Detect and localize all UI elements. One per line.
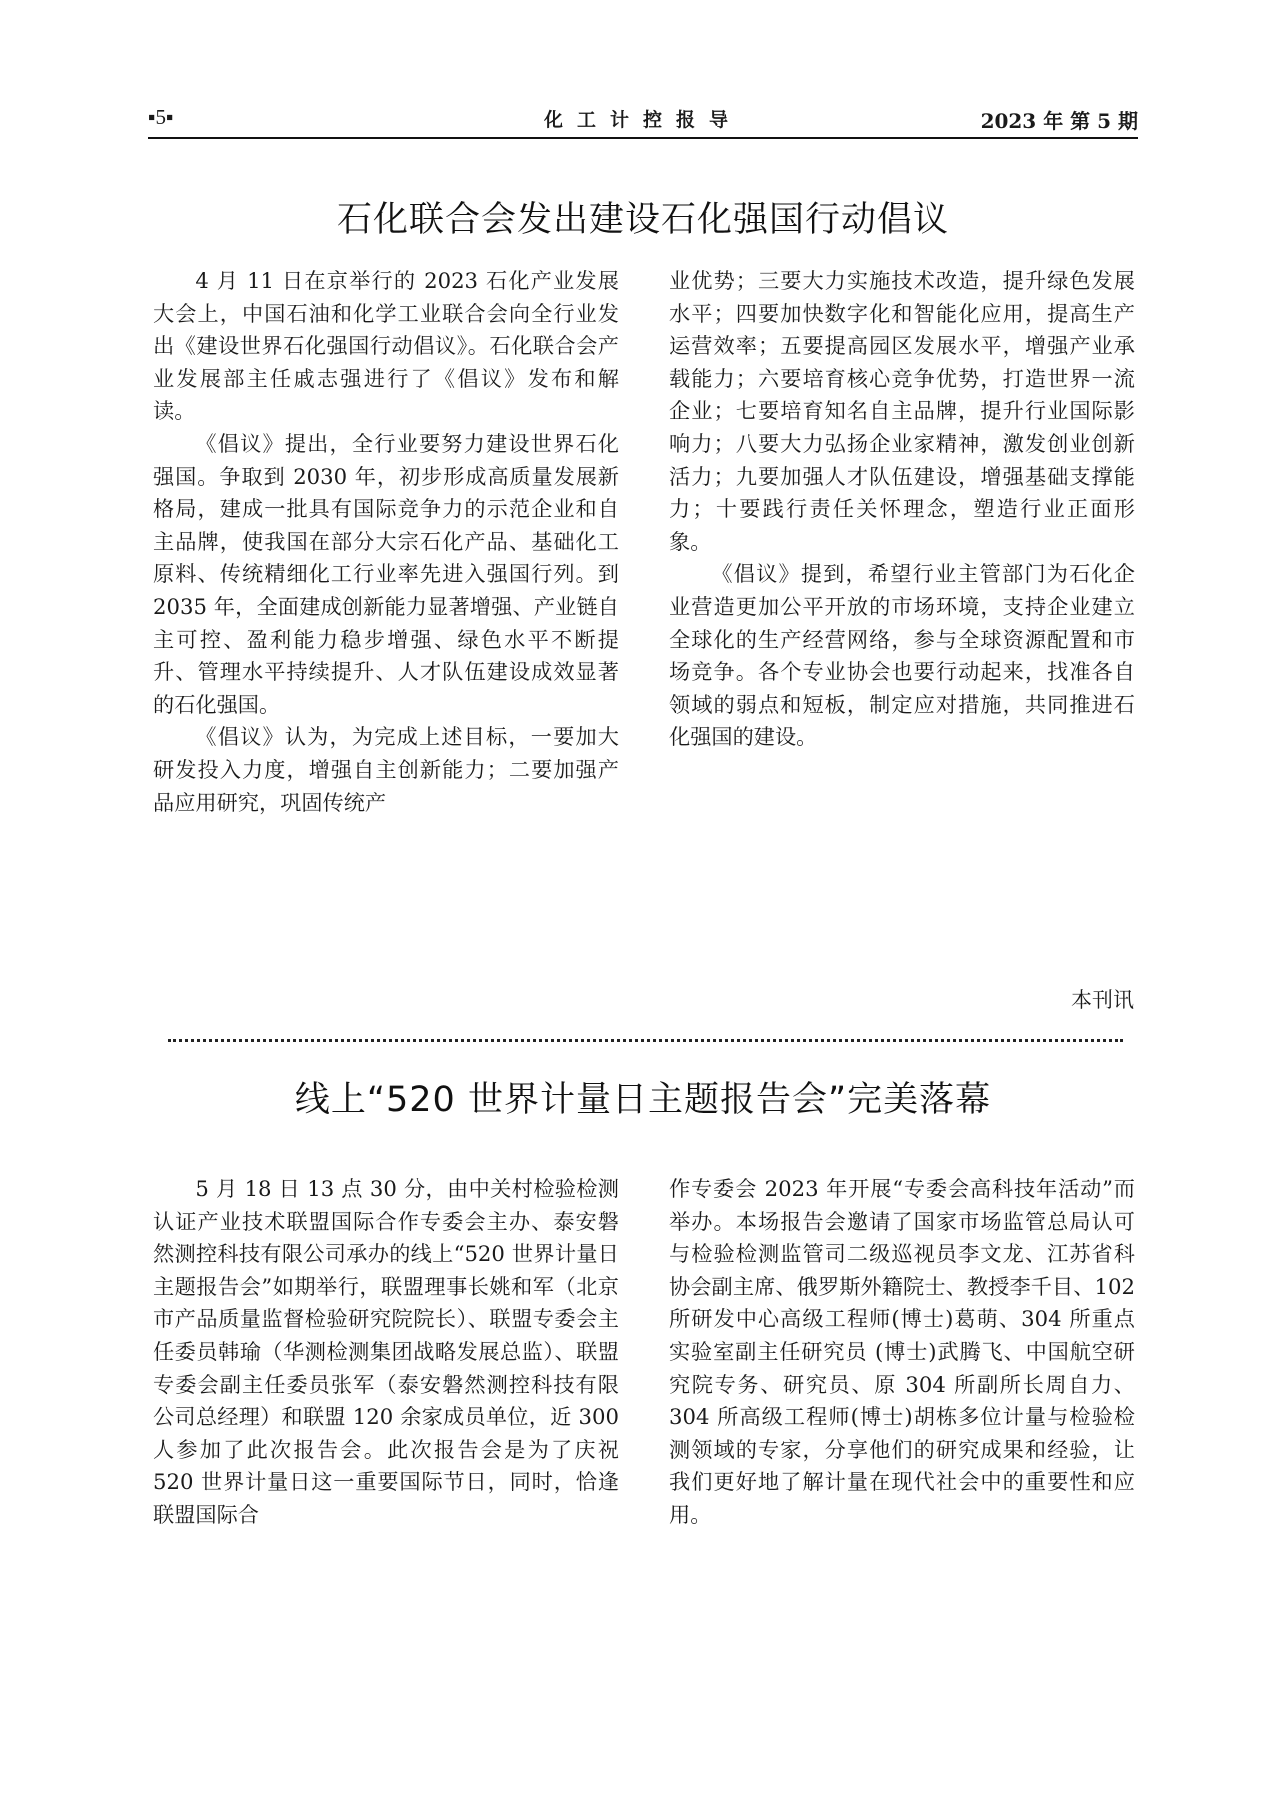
article-title-2: 线上“520 世界计量日主题报告会”完美落幕: [294, 1080, 992, 1120]
header-rule: [148, 137, 1138, 139]
paragraph: 5 月 18 日 13 点 30 分，由中关村检验检测认证产业技术联盟国际合作专委会主办、泰安磐然测控科技有限公司承办的线上“520 世界计量日主题报告会”如期举行，联盟理事长姚和军（北京市产品质量监督检验研究院院长）、联盟专委会主任委员韩瑜（华测检测集团战略发展总监）、联盟专委会副主任委员张军（泰安磐然测控科技有限公司总经理）和联盟 120 余家成员单位，近 300 人参加了此次报告会。此次报告会是为了庆祝 520 世界计量日这一重要国际节日，同时，恰逢联盟国际合: [153, 1176, 619, 1527]
issue-label: 2023 年 第 5 期: [980, 109, 1138, 133]
page-number: ▪5▪: [148, 105, 174, 129]
article-title-1: 石化联合会发出建设石化强国行动倡议: [336, 200, 949, 240]
article-1-left-column: [153, 265, 619, 819]
paragraph: 作专委会 2023 年开展“专委会高科技年活动”而举办。本场报告会邀请了国家市场监管总局认可与检验检测监管司二级巡视员李文龙、江苏省科协会副主席、俄罗斯外籍院士、教授李千目、102 所研发中心高级工程师(博士)葛萌、304 所重点实验室副主任研究员 (博士)武腾飞、中国航空研究院专务、研究员、原 304 所副所长周自力、304 所高级工程师(博士)胡栋多位计量与检验检测领域的专家，分享他们的研究成果和经验，让我们更好地了解计量在现代社会中的重要性和应用。: [669, 1176, 1135, 1527]
article-byline: 本刊讯: [1071, 988, 1134, 1012]
paragraph: 《倡议》提出，全行业要努力建设世界石化强国。争取到 2030 年，初步形成高质量发展新格局，建成一批具有国际竞争力的示范企业和自主品牌，使我国在部分大宗石化产品、基础化工原料、传统精细化工行业率先进入强国行列。到 2035 年，全面建成创新能力显著增强、产业链自主可控、盈利能力稳步增强、绿色水平不断提升、管理水平持续提升、人才队伍建设成效显著的石化强国。: [153, 430, 619, 717]
article-2-left-column: [153, 1173, 619, 1532]
running-header: [148, 103, 1138, 133]
article-separator: [168, 1039, 1123, 1042]
paragraph: 4 月 11 日在京举行的 2023 石化产业发展大会上，中国石油和化学工业联合会向全行业发出《建设世界石化强国行动倡议》。石化联合会产业发展部主任戚志强进行了《倡议》发布和解读。: [153, 268, 619, 424]
paragraph: 业优势；三要大力实施技术改造，提升绿色发展水平；四要加快数字化和智能化应用，提高生产运营效率；五要提高园区发展水平，增强产业承载能力；六要培育核心竞争优势，打造世界一流企业；七要培育知名自主品牌，提升行业国际影响力；八要大力弘扬企业家精神，激发创业创新活力；九要加强人才队伍建设，增强基础支撑能力；十要践行责任关怀理念，塑造行业正面形象。: [669, 268, 1135, 554]
article-1-right-column: [669, 265, 1135, 754]
paragraph: 《倡议》认为，为完成上述目标，一要加大研发投入力度，增强自主创新能力；二要加强产品应用研究，巩固传统产: [153, 724, 619, 815]
paragraph: 《倡议》提到，希望行业主管部门为石化企业营造更加公平开放的市场环境，支持企业建立全球化的生产经营网络，参与全球资源配置和市场竞争。各个专业协会也要行动起来，找准各自领域的弱点和短板，制定应对措施，共同推进石化强国的建设。: [669, 561, 1135, 750]
journal-name: 化工计控报导: [543, 109, 742, 131]
article-2-right-column: [669, 1173, 1135, 1532]
